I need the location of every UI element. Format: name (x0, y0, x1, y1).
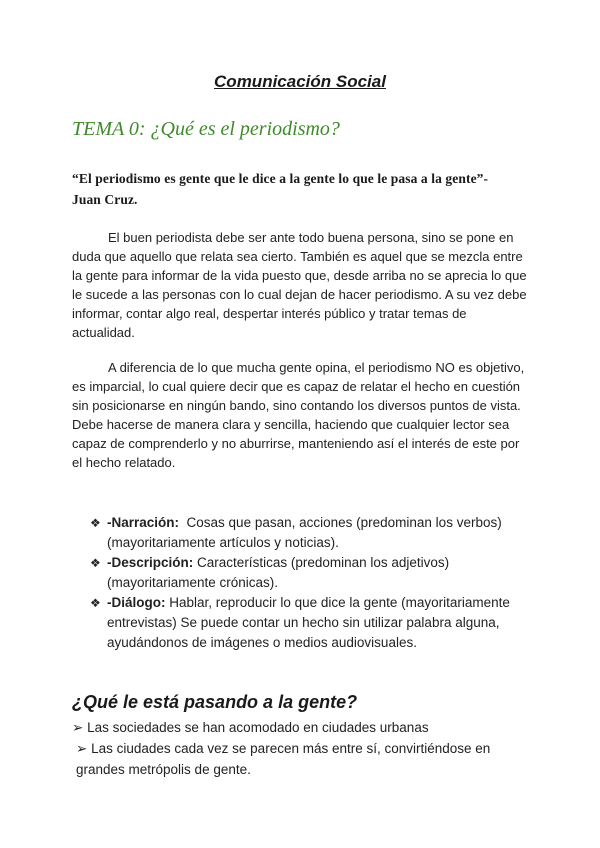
arrow-item-text: Las sociedades se han acomodado en ciudades urbanas (87, 720, 429, 735)
quote: “El periodismo es gente que le dice a la gente lo que le pasa a la gente”- Juan Cruz. (72, 171, 489, 207)
tema-heading: TEMA 0: ¿Qué es el periodismo? (72, 118, 340, 140)
section-heading: ¿Qué le está pasando a la gente? (72, 692, 358, 712)
genre-text: Características (predominan los adjetivos) (mayoritariamente crónicas). (107, 555, 450, 590)
document-title: Comunicación Social (214, 72, 386, 91)
arrow-item-text: Las ciudades cada vez se parecen más entre sí, convirtiéndose en grandes metrópolis de gente. (76, 741, 491, 777)
genre-label: -Narración: (107, 515, 180, 530)
paragraph-1 (72, 228, 528, 342)
genre-label: -Diálogo: (107, 595, 166, 610)
diamond-bullet-icon: ❖ (90, 556, 101, 570)
arrow-item (72, 717, 532, 738)
list-item (90, 553, 530, 593)
genre-list (90, 513, 530, 653)
arrow-bullet-icon: ➢ (76, 741, 88, 756)
paragraph-2-text: A diferencia de lo que mucha gente opina, el periodismo NO es objetivo, es imparcial, lo cual quiere decir que es capaz de relatar el hecho en cuestión sin posicionarse en ningún bando, sino contando los diversos puntos de vista. Debe hacerse de manera clara y sencilla, haciendo que cualquier lector sea capaz de comprenderlo y no aburrirse, manteniendo así el interés de este por el hecho relatado. (72, 360, 525, 470)
arrow-list (72, 717, 532, 780)
genre-label: -Descripción: (107, 555, 194, 570)
genre-text: Cosas que pasan, acciones (predominan los verbos) (mayoritariamente artículos y noticias). (107, 515, 502, 550)
paragraph-2 (72, 358, 528, 472)
diamond-bullet-icon: ❖ (90, 516, 101, 530)
arrow-bullet-icon: ➢ (72, 720, 84, 735)
diamond-bullet-icon: ❖ (90, 596, 101, 610)
genre-text: Hablar, reproducir lo que dice la gente (mayoritariamente entrevistas) Se puede contar un hecho sin utilizar palabra alguna, ayudándonos de imágenes o medios audiovisuales. (107, 595, 510, 650)
list-item (90, 513, 530, 553)
paragraph-1-text: El buen periodista debe ser ante todo buena persona, sino se pone en duda que aquello que relata sea cierto. También es aquel que se mezcla entre la gente para informar de la vida puesto que, desde arriba no se aprecia lo que le sucede a las personas con lo cual dejan de hacer periodismo. A su vez debe informar, contar algo real, despertar interés público y tratar temas de actualidad. (72, 230, 527, 340)
list-item (90, 593, 530, 653)
arrow-item (72, 738, 532, 780)
